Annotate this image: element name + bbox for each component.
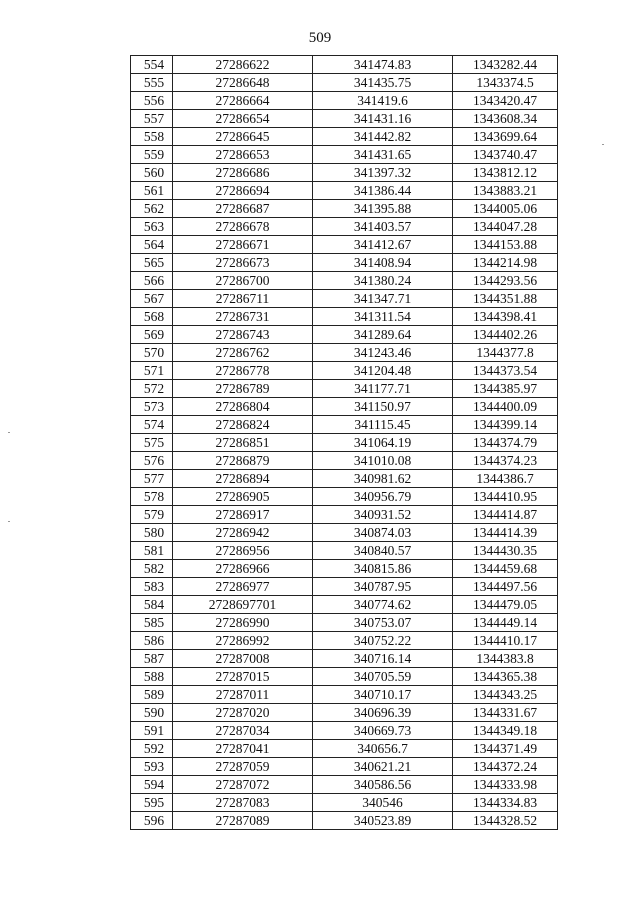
table-row [131, 452, 558, 470]
row-number-cell: 559 [131, 146, 173, 164]
y-coordinate-cell: 1344385.97 [453, 380, 558, 398]
x-coordinate-cell: 340669.73 [313, 722, 453, 740]
row-number-cell: 567 [131, 290, 173, 308]
row-number-cell: 596 [131, 812, 173, 830]
y-coordinate-cell: 1344459.68 [453, 560, 558, 578]
table-row [131, 524, 558, 542]
point-id-cell: 27286851 [173, 434, 313, 452]
point-id-cell: 27287015 [173, 668, 313, 686]
y-coordinate-cell: 1344214.98 [453, 254, 558, 272]
scan-speck [602, 144, 604, 145]
table-row [131, 236, 558, 254]
table-row [131, 164, 558, 182]
row-number-cell: 554 [131, 56, 173, 74]
y-coordinate-cell: 1344343.25 [453, 686, 558, 704]
row-number-cell: 586 [131, 632, 173, 650]
x-coordinate-cell: 340956.79 [313, 488, 453, 506]
y-coordinate-cell: 1344351.88 [453, 290, 558, 308]
row-number-cell: 562 [131, 200, 173, 218]
row-number-cell: 580 [131, 524, 173, 542]
row-number-cell: 579 [131, 506, 173, 524]
y-coordinate-cell: 1344372.24 [453, 758, 558, 776]
y-coordinate-cell: 1344374.23 [453, 452, 558, 470]
row-number-cell: 589 [131, 686, 173, 704]
row-number-cell: 556 [131, 92, 173, 110]
x-coordinate-cell: 340874.03 [313, 524, 453, 542]
y-coordinate-cell: 1344383.8 [453, 650, 558, 668]
point-id-cell: 27287041 [173, 740, 313, 758]
y-coordinate-cell: 1343883.21 [453, 182, 558, 200]
x-coordinate-cell: 341010.08 [313, 452, 453, 470]
x-coordinate-cell: 341243.46 [313, 344, 453, 362]
x-coordinate-cell: 340696.39 [313, 704, 453, 722]
table-row [131, 56, 558, 74]
x-coordinate-cell: 341386.44 [313, 182, 453, 200]
point-id-cell: 27286824 [173, 416, 313, 434]
point-id-cell: 27287034 [173, 722, 313, 740]
point-id-cell: 27286894 [173, 470, 313, 488]
point-id-cell: 27286804 [173, 398, 313, 416]
row-number-cell: 588 [131, 668, 173, 686]
table-row [131, 488, 558, 506]
table-row [131, 110, 558, 128]
table-row [131, 740, 558, 758]
x-coordinate-cell: 341397.32 [313, 164, 453, 182]
point-id-cell: 27286789 [173, 380, 313, 398]
point-id-cell: 27286905 [173, 488, 313, 506]
table-row [131, 596, 558, 614]
y-coordinate-cell: 1344374.79 [453, 434, 558, 452]
y-coordinate-cell: 1344400.09 [453, 398, 558, 416]
x-coordinate-cell: 341064.19 [313, 434, 453, 452]
row-number-cell: 581 [131, 542, 173, 560]
scan-speck [8, 432, 10, 433]
table-row [131, 686, 558, 704]
x-coordinate-cell: 341395.88 [313, 200, 453, 218]
y-coordinate-cell: 1344414.39 [453, 524, 558, 542]
row-number-cell: 560 [131, 164, 173, 182]
row-number-cell: 576 [131, 452, 173, 470]
point-id-cell: 27286977 [173, 578, 313, 596]
row-number-cell: 577 [131, 470, 173, 488]
y-coordinate-cell: 1344047.28 [453, 218, 558, 236]
y-coordinate-cell: 1344402.26 [453, 326, 558, 344]
x-coordinate-cell: 341347.71 [313, 290, 453, 308]
table-row [131, 812, 558, 830]
point-id-cell: 27286700 [173, 272, 313, 290]
row-number-cell: 585 [131, 614, 173, 632]
x-coordinate-cell: 341442.82 [313, 128, 453, 146]
table-row [131, 128, 558, 146]
point-id-cell: 27287020 [173, 704, 313, 722]
x-coordinate-cell: 340931.52 [313, 506, 453, 524]
point-id-cell: 27286664 [173, 92, 313, 110]
table-row [131, 632, 558, 650]
x-coordinate-cell: 341204.48 [313, 362, 453, 380]
x-coordinate-cell: 341177.71 [313, 380, 453, 398]
point-id-cell: 27287083 [173, 794, 313, 812]
table-row [131, 380, 558, 398]
table-row [131, 704, 558, 722]
point-id-cell: 27286743 [173, 326, 313, 344]
y-coordinate-cell: 1344334.83 [453, 794, 558, 812]
point-id-cell: 27286678 [173, 218, 313, 236]
point-id-cell: 27286673 [173, 254, 313, 272]
x-coordinate-cell: 340586.56 [313, 776, 453, 794]
table-row [131, 668, 558, 686]
table-row [131, 650, 558, 668]
row-number-cell: 590 [131, 704, 173, 722]
table-row [131, 254, 558, 272]
table-row [131, 434, 558, 452]
row-number-cell: 570 [131, 344, 173, 362]
point-id-cell: 27286645 [173, 128, 313, 146]
y-coordinate-cell: 1344410.17 [453, 632, 558, 650]
x-coordinate-cell: 340815.86 [313, 560, 453, 578]
y-coordinate-cell: 1344328.52 [453, 812, 558, 830]
y-coordinate-cell: 1343812.12 [453, 164, 558, 182]
row-number-cell: 592 [131, 740, 173, 758]
point-id-cell: 27286992 [173, 632, 313, 650]
table-row [131, 614, 558, 632]
table-row [131, 326, 558, 344]
y-coordinate-cell: 1343420.47 [453, 92, 558, 110]
row-number-cell: 566 [131, 272, 173, 290]
point-id-cell: 27286686 [173, 164, 313, 182]
x-coordinate-cell: 341412.67 [313, 236, 453, 254]
x-coordinate-cell: 340546 [313, 794, 453, 812]
point-id-cell: 27286731 [173, 308, 313, 326]
x-coordinate-cell: 340656.7 [313, 740, 453, 758]
y-coordinate-cell: 1343740.47 [453, 146, 558, 164]
point-id-cell: 27287089 [173, 812, 313, 830]
row-number-cell: 584 [131, 596, 173, 614]
y-coordinate-cell: 1343374.5 [453, 74, 558, 92]
table-row [131, 290, 558, 308]
x-coordinate-cell: 341150.97 [313, 398, 453, 416]
row-number-cell: 568 [131, 308, 173, 326]
table-row [131, 362, 558, 380]
x-coordinate-cell: 340621.21 [313, 758, 453, 776]
x-coordinate-cell: 340716.14 [313, 650, 453, 668]
point-id-cell: 27286711 [173, 290, 313, 308]
y-coordinate-cell: 1344386.7 [453, 470, 558, 488]
y-coordinate-cell: 1344479.05 [453, 596, 558, 614]
y-coordinate-cell: 1344399.14 [453, 416, 558, 434]
y-coordinate-cell: 1344373.54 [453, 362, 558, 380]
x-coordinate-cell: 340710.17 [313, 686, 453, 704]
row-number-cell: 594 [131, 776, 173, 794]
point-id-cell: 27286671 [173, 236, 313, 254]
point-id-cell: 27287072 [173, 776, 313, 794]
table-row [131, 218, 558, 236]
table-row [131, 794, 558, 812]
table-row [131, 776, 558, 794]
row-number-cell: 573 [131, 398, 173, 416]
x-coordinate-cell: 340753.07 [313, 614, 453, 632]
y-coordinate-cell: 1344377.8 [453, 344, 558, 362]
row-number-cell: 572 [131, 380, 173, 398]
row-number-cell: 564 [131, 236, 173, 254]
point-id-cell: 27286879 [173, 452, 313, 470]
table-row [131, 578, 558, 596]
x-coordinate-cell: 341435.75 [313, 74, 453, 92]
x-coordinate-cell: 340840.57 [313, 542, 453, 560]
x-coordinate-cell: 341474.83 [313, 56, 453, 74]
y-coordinate-cell: 1344349.18 [453, 722, 558, 740]
row-number-cell: 565 [131, 254, 173, 272]
table-row [131, 398, 558, 416]
x-coordinate-cell: 341289.64 [313, 326, 453, 344]
x-coordinate-cell: 341380.24 [313, 272, 453, 290]
table-row [131, 758, 558, 776]
y-coordinate-cell: 1344331.67 [453, 704, 558, 722]
point-id-cell: 27286653 [173, 146, 313, 164]
table-row [131, 344, 558, 362]
table-row [131, 92, 558, 110]
y-coordinate-cell: 1343282.44 [453, 56, 558, 74]
point-id-cell: 27286956 [173, 542, 313, 560]
point-id-cell: 27286917 [173, 506, 313, 524]
point-id-cell: 27286622 [173, 56, 313, 74]
row-number-cell: 575 [131, 434, 173, 452]
point-id-cell: 27286687 [173, 200, 313, 218]
row-number-cell: 574 [131, 416, 173, 434]
table-row [131, 308, 558, 326]
x-coordinate-cell: 340752.22 [313, 632, 453, 650]
x-coordinate-cell: 341431.65 [313, 146, 453, 164]
point-id-cell: 27286778 [173, 362, 313, 380]
row-number-cell: 557 [131, 110, 173, 128]
row-number-cell: 563 [131, 218, 173, 236]
x-coordinate-cell: 340523.89 [313, 812, 453, 830]
y-coordinate-cell: 1344293.56 [453, 272, 558, 290]
x-coordinate-cell: 340774.62 [313, 596, 453, 614]
row-number-cell: 583 [131, 578, 173, 596]
row-number-cell: 555 [131, 74, 173, 92]
y-coordinate-cell: 1344430.35 [453, 542, 558, 560]
row-number-cell: 593 [131, 758, 173, 776]
table-row [131, 74, 558, 92]
point-id-cell: 27286648 [173, 74, 313, 92]
x-coordinate-cell: 340787.95 [313, 578, 453, 596]
y-coordinate-cell: 1344365.38 [453, 668, 558, 686]
y-coordinate-cell: 1344410.95 [453, 488, 558, 506]
row-number-cell: 578 [131, 488, 173, 506]
y-coordinate-cell: 1343608.34 [453, 110, 558, 128]
point-id-cell: 27286966 [173, 560, 313, 578]
y-coordinate-cell: 1344005.06 [453, 200, 558, 218]
x-coordinate-cell: 341311.54 [313, 308, 453, 326]
x-coordinate-cell: 341431.16 [313, 110, 453, 128]
y-coordinate-cell: 1344398.41 [453, 308, 558, 326]
table-row [131, 146, 558, 164]
x-coordinate-cell: 340981.62 [313, 470, 453, 488]
x-coordinate-cell: 341408.94 [313, 254, 453, 272]
row-number-cell: 561 [131, 182, 173, 200]
y-coordinate-cell: 1344153.88 [453, 236, 558, 254]
row-number-cell: 558 [131, 128, 173, 146]
coordinates-table [130, 55, 558, 830]
x-coordinate-cell: 341403.57 [313, 218, 453, 236]
point-id-cell: 27287059 [173, 758, 313, 776]
row-number-cell: 582 [131, 560, 173, 578]
x-coordinate-cell: 341419.6 [313, 92, 453, 110]
row-number-cell: 591 [131, 722, 173, 740]
point-id-cell: 27287011 [173, 686, 313, 704]
row-number-cell: 571 [131, 362, 173, 380]
table-row [131, 560, 558, 578]
point-id-cell: 27287008 [173, 650, 313, 668]
row-number-cell: 595 [131, 794, 173, 812]
y-coordinate-cell: 1344371.49 [453, 740, 558, 758]
x-coordinate-cell: 341115.45 [313, 416, 453, 434]
table-row [131, 506, 558, 524]
y-coordinate-cell: 1344333.98 [453, 776, 558, 794]
table-row [131, 416, 558, 434]
table-row [131, 470, 558, 488]
y-coordinate-cell: 1344497.56 [453, 578, 558, 596]
point-id-cell: 27286654 [173, 110, 313, 128]
table-row [131, 200, 558, 218]
point-id-cell: 27286942 [173, 524, 313, 542]
y-coordinate-cell: 1344414.87 [453, 506, 558, 524]
coordinates-table-body [131, 56, 558, 830]
x-coordinate-cell: 340705.59 [313, 668, 453, 686]
y-coordinate-cell: 1344449.14 [453, 614, 558, 632]
row-number-cell: 569 [131, 326, 173, 344]
y-coordinate-cell: 1343699.64 [453, 128, 558, 146]
point-id-cell: 2728697701 [173, 596, 313, 614]
row-number-cell: 587 [131, 650, 173, 668]
table-row [131, 272, 558, 290]
point-id-cell: 27286990 [173, 614, 313, 632]
point-id-cell: 27286762 [173, 344, 313, 362]
point-id-cell: 27286694 [173, 182, 313, 200]
page-number: 509 [308, 30, 332, 46]
scan-speck [8, 521, 10, 522]
table-row [131, 182, 558, 200]
table-row [131, 542, 558, 560]
table-row [131, 722, 558, 740]
